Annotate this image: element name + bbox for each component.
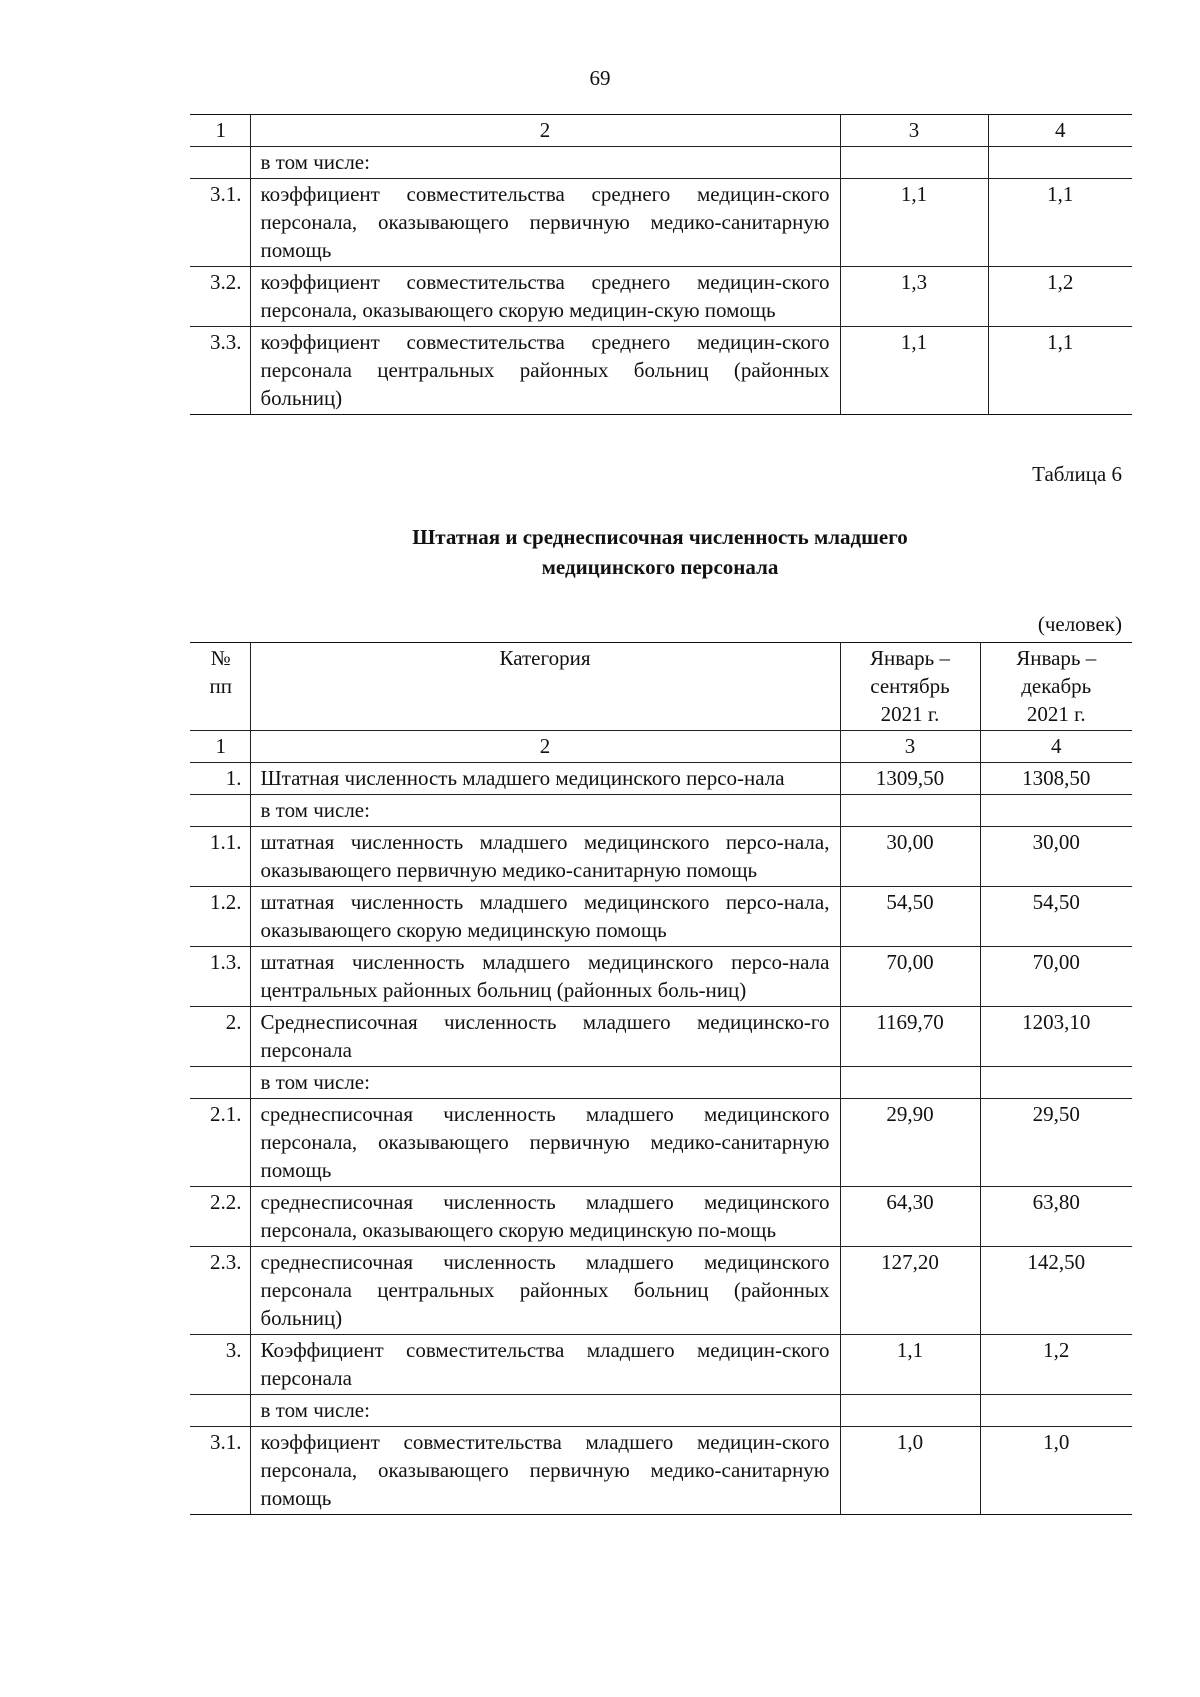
column-number-row (190, 115, 1132, 147)
row-value-cell: 70,00 (840, 947, 980, 1007)
row-number-cell (190, 795, 250, 827)
header-cell-period-2: Январь – декабрь 2021 г. (980, 643, 1132, 731)
row-value-cell: 1,1 (988, 327, 1132, 415)
row-label-cell: среднесписочная численность младшего медицинского персонала, оказывающего первичную медико-санитарную помощь (250, 1099, 840, 1187)
header-cell-period-1: Январь – сентябрь 2021 г. (840, 643, 980, 731)
row-label-cell: среднесписочная численность младшего медицинского персонала центральных районных больниц (районных больниц) (250, 1247, 840, 1335)
row-number-cell (190, 147, 250, 179)
row-value-cell (840, 1395, 980, 1427)
row-value-cell: 30,00 (980, 827, 1132, 887)
column-number-cell: 4 (988, 115, 1132, 147)
row-value-cell (840, 1067, 980, 1099)
column-number-cell: 3 (840, 115, 988, 147)
row-value-cell: 1,0 (980, 1427, 1132, 1515)
table-row (190, 1395, 1132, 1427)
row-value-cell: 1,1 (840, 327, 988, 415)
table-caption: Таблица 6 (1032, 462, 1122, 486)
table-row (190, 327, 1132, 415)
row-label-cell: в том числе: (250, 1395, 840, 1427)
table-row (190, 1099, 1132, 1187)
table-5-body (190, 115, 1132, 415)
row-value-cell (980, 1395, 1132, 1427)
table-row (190, 1007, 1132, 1067)
row-value-cell: 29,50 (980, 1099, 1132, 1187)
row-value-cell (840, 795, 980, 827)
row-value-cell: 64,30 (840, 1187, 980, 1247)
header-cell-category: Категория (250, 643, 840, 731)
row-label-cell: штатная численность младшего медицинского персо-нала, оказывающего первичную медико-санитарную помощь (250, 827, 840, 887)
row-number-cell: 2.2. (190, 1187, 250, 1247)
table-row (190, 1067, 1132, 1099)
row-value-cell: 1,0 (840, 1427, 980, 1515)
row-number-cell: 3.1. (190, 179, 250, 267)
table-row (190, 1427, 1132, 1515)
row-value-cell: 1,3 (840, 267, 988, 327)
row-number-cell: 1. (190, 763, 250, 795)
row-number-cell: 1.3. (190, 947, 250, 1007)
row-label-cell: Среднесписочная численность младшего медицинско-го персонала (250, 1007, 840, 1067)
row-value-cell (840, 147, 988, 179)
row-value-cell: 63,80 (980, 1187, 1132, 1247)
column-number-cell: 1 (190, 115, 250, 147)
table-row (190, 1335, 1132, 1395)
table-row (190, 179, 1132, 267)
table-6-header (190, 643, 1132, 763)
table-row (190, 1247, 1132, 1335)
row-value-cell: 30,00 (840, 827, 980, 887)
row-label-cell: коэффициент совместительства среднего медицин-ского персонала, оказывающего скорую медицин-скую помощь (250, 267, 840, 327)
row-label-cell: Коэффициент совместительства младшего медицин-ского персонала (250, 1335, 840, 1395)
row-value-cell: 1,2 (988, 267, 1132, 327)
table-5-continuation (190, 114, 1132, 415)
table-row (190, 147, 1132, 179)
table-row (190, 827, 1132, 887)
row-value-cell: 1,1 (988, 179, 1132, 267)
row-label-cell: коэффициент совместительства младшего медицин-ского персонала, оказывающего первичную медико-санитарную помощь (250, 1427, 840, 1515)
row-number-cell: 2. (190, 1007, 250, 1067)
row-number-cell: 3. (190, 1335, 250, 1395)
row-label-cell: штатная численность младшего медицинского персо-нала центральных районных больниц (районных боль-ниц) (250, 947, 840, 1007)
row-value-cell: 1203,10 (980, 1007, 1132, 1067)
table-row (190, 267, 1132, 327)
table-row (190, 763, 1132, 795)
row-label-cell: Штатная численность младшего медицинского персо-нала (250, 763, 840, 795)
header-cell-num: № пп (190, 643, 250, 731)
row-label-cell: в том числе: (250, 147, 840, 179)
row-number-cell: 3.2. (190, 267, 250, 327)
table-row (190, 947, 1132, 1007)
row-number-cell: 3.3. (190, 327, 250, 415)
row-value-cell: 29,90 (840, 1099, 980, 1187)
row-number-cell: 1.2. (190, 887, 250, 947)
row-label-cell: коэффициент совместительства среднего медицин-ского персонала центральных районных больниц (районных больниц) (250, 327, 840, 415)
row-value-cell: 54,50 (840, 887, 980, 947)
row-value-cell: 1,1 (840, 179, 988, 267)
column-number-row (190, 731, 1132, 763)
row-number-cell: 2.1. (190, 1099, 250, 1187)
row-label-cell: коэффициент совместительства среднего медицин-ского персонала, оказывающего первичную медико-санитарную помощь (250, 179, 840, 267)
column-number-cell: 3 (840, 731, 980, 763)
page-number: 69 (589, 66, 611, 90)
table-6 (190, 642, 1132, 1515)
row-value-cell (980, 1067, 1132, 1099)
table-row (190, 1187, 1132, 1247)
table-row (190, 795, 1132, 827)
unit-label: (человек) (1037, 612, 1122, 636)
column-number-cell: 4 (980, 731, 1132, 763)
column-number-cell: 2 (250, 115, 840, 147)
row-number-cell: 3.1. (190, 1427, 250, 1515)
table-row (190, 887, 1132, 947)
row-label-cell: в том числе: (250, 795, 840, 827)
row-value-cell: 142,50 (980, 1247, 1132, 1335)
row-value-cell: 127,20 (840, 1247, 980, 1335)
row-value-cell: 54,50 (980, 887, 1132, 947)
row-number-cell (190, 1395, 250, 1427)
row-value-cell (988, 147, 1132, 179)
row-value-cell: 1169,70 (840, 1007, 980, 1067)
column-number-cell: 2 (250, 731, 840, 763)
column-number-cell: 1 (190, 731, 250, 763)
row-value-cell: 1309,50 (840, 763, 980, 795)
row-label-cell: в том числе: (250, 1067, 840, 1099)
table-6-body (190, 763, 1132, 1515)
row-label-cell: штатная численность младшего медицинского персо-нала, оказывающего скорую медицинскую помощь (250, 887, 840, 947)
row-number-cell: 1.1. (190, 827, 250, 887)
row-value-cell: 1,1 (840, 1335, 980, 1395)
table-title: Штатная и среднесписочная численность младшего медицинского персонала (412, 525, 908, 579)
row-value-cell: 70,00 (980, 947, 1132, 1007)
row-value-cell (980, 795, 1132, 827)
row-value-cell: 1,2 (980, 1335, 1132, 1395)
row-label-cell: среднесписочная численность младшего медицинского персонала, оказывающего скорую медицинскую по-мощь (250, 1187, 840, 1247)
row-number-cell: 2.3. (190, 1247, 250, 1335)
header-row (190, 643, 1132, 731)
row-value-cell: 1308,50 (980, 763, 1132, 795)
row-number-cell (190, 1067, 250, 1099)
